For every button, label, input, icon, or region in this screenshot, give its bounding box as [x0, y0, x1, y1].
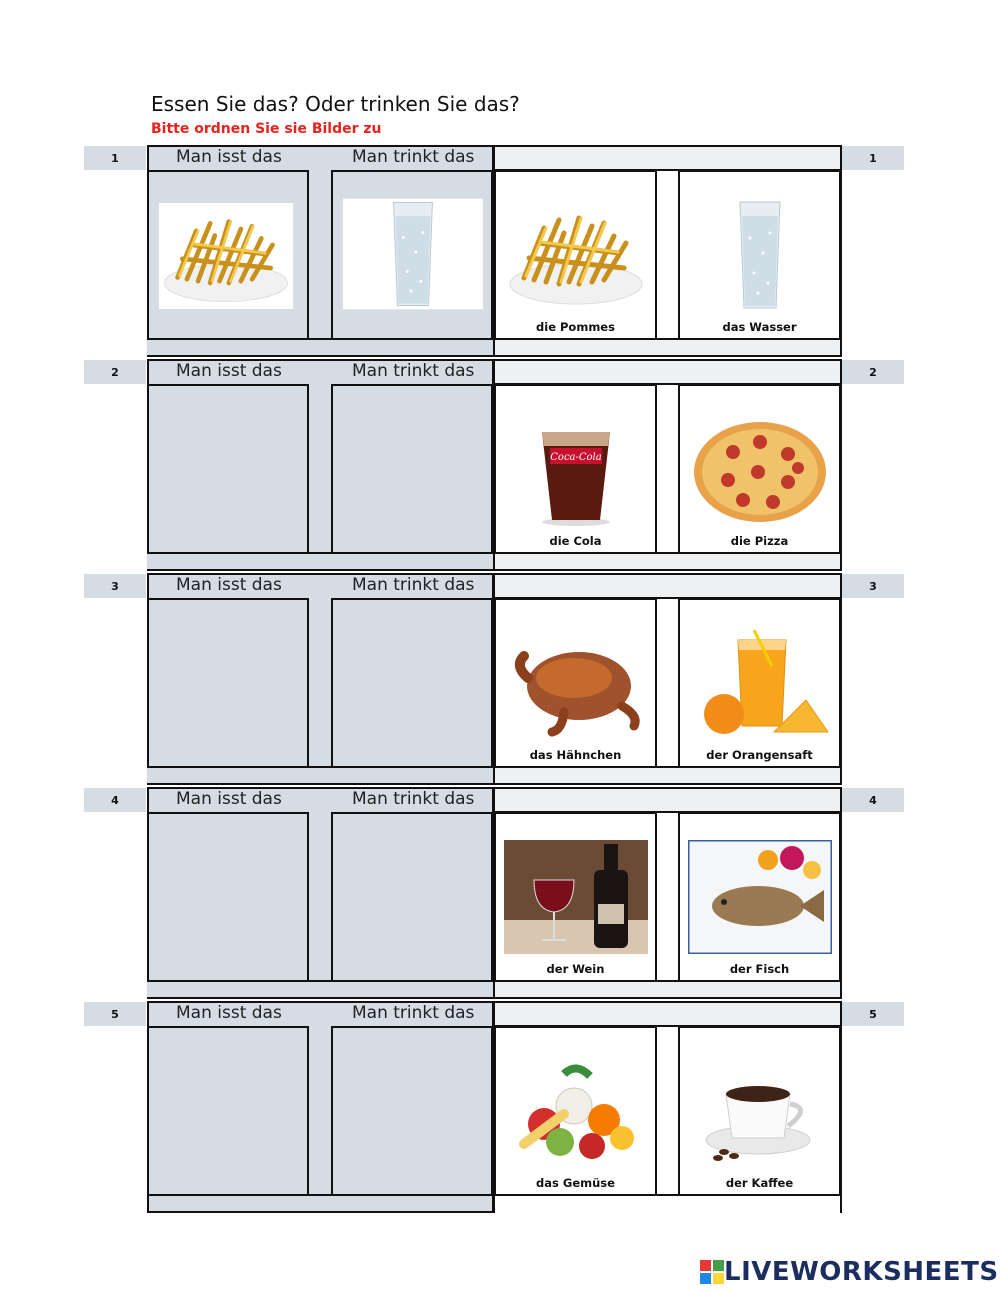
row-number-right: 3	[842, 574, 904, 598]
column-drink-label: Man trinkt das	[352, 789, 475, 809]
coffee-image	[688, 1054, 832, 1168]
row-number-right: 2	[842, 360, 904, 384]
card-item[interactable]	[678, 812, 841, 982]
drop-zone-drink[interactable]	[331, 384, 493, 554]
card-label: die Cola	[549, 534, 602, 548]
row-number-left: 3	[84, 574, 146, 598]
row-5	[0, 999, 1000, 1213]
brand-logo	[700, 1257, 999, 1287]
column-drink-label: Man trinkt das	[352, 1003, 475, 1023]
card-item[interactable]	[494, 598, 657, 768]
row-1	[0, 143, 1000, 357]
instruction-text: Bitte ordnen Sie sie Bilder zu	[151, 121, 382, 137]
header-bar	[494, 359, 842, 385]
header-bar	[494, 787, 842, 813]
card-label: der Wein	[546, 962, 605, 976]
row-number-right: 4	[842, 788, 904, 812]
chicken-image	[504, 626, 648, 740]
column-eat-label: Man isst das	[176, 1003, 282, 1023]
drop-zone-drink[interactable]	[331, 598, 493, 768]
row-number-left: 2	[84, 360, 146, 384]
fries-image[interactable]	[159, 202, 293, 310]
water-image[interactable]	[343, 198, 483, 310]
card-item[interactable]	[494, 812, 657, 982]
cola-image	[504, 412, 648, 526]
drop-zone-eat[interactable]	[147, 1026, 309, 1196]
pizza-image	[688, 412, 832, 526]
logo-icon	[700, 1260, 724, 1284]
column-eat-label: Man isst das	[176, 575, 282, 595]
row-number-right: 5	[842, 1002, 904, 1026]
card-item[interactable]	[678, 384, 841, 554]
card-item[interactable]	[494, 170, 657, 340]
card-label: das Wasser	[722, 320, 797, 334]
column-eat-label: Man isst das	[176, 147, 282, 167]
card-label: der Orangensaft	[706, 748, 813, 762]
page-title: Essen Sie das? Oder trinken Sie das?	[151, 92, 520, 116]
card-label: die Pizza	[730, 534, 789, 548]
row-number-left: 5	[84, 1002, 146, 1026]
card-item[interactable]	[678, 170, 841, 340]
fries-image	[504, 198, 648, 312]
drop-zone-eat[interactable]	[147, 384, 309, 554]
water-image	[688, 198, 832, 312]
orange-juice-image	[688, 626, 832, 740]
row-number-left: 1	[84, 146, 146, 170]
row-3	[0, 571, 1000, 785]
drop-zone-drink[interactable]	[331, 1026, 493, 1196]
drop-zone-drink[interactable]	[331, 170, 493, 340]
header-bar	[494, 1001, 842, 1027]
column-drink-label: Man trinkt das	[352, 575, 475, 595]
header-bar	[494, 573, 842, 599]
card-item[interactable]	[678, 1026, 841, 1196]
row-2	[0, 357, 1000, 571]
card-label: der Fisch	[729, 962, 790, 976]
column-drink-label: Man trinkt das	[352, 361, 475, 381]
row-4	[0, 785, 1000, 999]
brand-name: LIVEWORKSHEETS	[724, 1257, 999, 1287]
column-drink-label: Man trinkt das	[352, 147, 475, 167]
row-number-right: 1	[842, 146, 904, 170]
column-eat-label: Man isst das	[176, 789, 282, 809]
wine-image	[504, 840, 648, 954]
row-number-left: 4	[84, 788, 146, 812]
drop-zone-eat[interactable]	[147, 812, 309, 982]
drop-zone-eat[interactable]	[147, 598, 309, 768]
card-item[interactable]	[494, 1026, 657, 1196]
card-item[interactable]	[678, 598, 841, 768]
card-label: das Gemüse	[536, 1176, 615, 1190]
vegetables-image	[504, 1054, 648, 1168]
drop-zone-drink[interactable]	[331, 812, 493, 982]
column-eat-label: Man isst das	[176, 361, 282, 381]
card-label: das Hähnchen	[529, 748, 622, 762]
header-bar	[494, 145, 842, 171]
card-label: die Pommes	[536, 320, 615, 334]
card-label: der Kaffee	[725, 1176, 794, 1190]
card-item[interactable]	[494, 384, 657, 554]
drop-zone-eat[interactable]	[147, 170, 309, 340]
fish-image	[688, 840, 832, 954]
